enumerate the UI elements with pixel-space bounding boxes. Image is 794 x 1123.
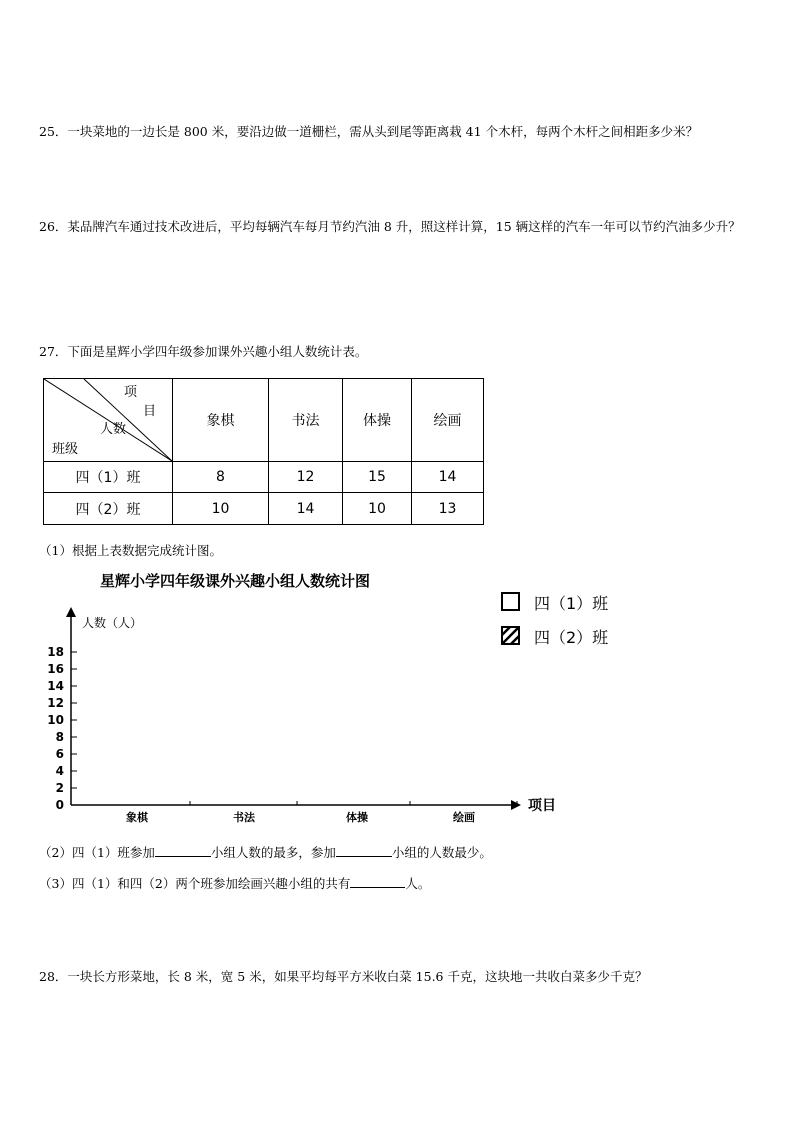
table-header: 体操: [343, 379, 412, 462]
y-tick-label: 8: [55, 730, 64, 744]
table-cell: 8: [173, 462, 269, 493]
table-cell: 10: [173, 493, 269, 525]
answer-blank[interactable]: [155, 843, 211, 857]
table-cell: 10: [343, 493, 412, 525]
question-28: 28．一块长方形菜地，长 8 米，宽 5 米，如果平均每平方米收白菜 15.6 千克，这块地一共收白菜多少千克？: [39, 969, 648, 984]
sub2-text-b: 小组人数的最多，参加: [210, 845, 336, 860]
y-tick-label: 18: [47, 645, 64, 659]
table-cell: 12: [269, 462, 343, 493]
corner-class: 班级: [52, 442, 79, 457]
table-header: 象棋: [173, 379, 269, 462]
question-27: 27．下面是星辉小学四年级参加课外兴趣小组人数统计表。: [39, 344, 368, 359]
row-label: 四（1）班: [44, 462, 173, 493]
answer-blank[interactable]: [336, 843, 392, 857]
y-tick-label: 10: [47, 713, 64, 727]
row-label: 四（2）班: [44, 493, 173, 525]
legend-label-class1: 四（1）班: [534, 594, 609, 613]
question-26: 26．某品牌汽车通过技术改进后，平均每辆汽车每月节约汽油 8 升，照这样计算，15 辆这样的汽车一年可以节约汽油多少升？: [39, 219, 741, 234]
y-tick-label: 12: [47, 696, 64, 710]
table-cell: 14: [412, 462, 484, 493]
table-cell: 15: [343, 462, 412, 493]
answer-blank[interactable]: [350, 874, 405, 888]
corner-item-bottom: 目: [143, 404, 157, 419]
y-tick-label: 2: [55, 781, 64, 795]
table-cell: 14: [269, 493, 343, 525]
x-category-label: 书法: [233, 811, 255, 824]
legend-label-class2: 四（2）班: [534, 628, 609, 647]
y-tick-label: 4: [55, 764, 64, 778]
table-header: 书法: [269, 379, 343, 462]
x-axis-label: 项目: [528, 798, 556, 814]
y-tick-label: 6: [55, 747, 64, 761]
table-cell: 13: [412, 493, 484, 525]
y-tick-label: 0: [55, 798, 64, 812]
chart-title: 星辉小学四年级课外兴趣小组人数统计图: [100, 572, 371, 590]
corner-count: 人数: [100, 422, 127, 437]
y-axis-label: 人数（人）: [82, 616, 143, 630]
sub-question-2: [39, 843, 492, 861]
x-category-label: 体操: [346, 811, 368, 824]
corner-item-top: 项: [124, 385, 138, 400]
x-category-label: 绘画: [453, 811, 475, 824]
question-25: 25．一块菜地的一边长是 800 米，要沿边做一道栅栏，需从头到尾等距离栽 41 个木杆，每两个木杆之间相距多少米？: [39, 124, 699, 139]
sub-question-3: [39, 874, 430, 892]
y-tick-label: 16: [47, 662, 64, 676]
table-header: 绘画: [412, 379, 484, 462]
sub2-text-a: （2）四（1）班参加: [39, 845, 155, 860]
x-category-label: 象棋: [126, 811, 148, 824]
sub3-text-b: 人。: [405, 876, 431, 891]
sub2-text-c: 小组的人数最少。: [391, 845, 492, 860]
y-tick-label: 14: [47, 679, 64, 693]
sub-question-1: （1）根据上表数据完成统计图。: [39, 543, 222, 558]
sub3-text-a: （3）四（1）和四（2）两个班参加绘画兴趣小组的共有: [39, 876, 351, 891]
